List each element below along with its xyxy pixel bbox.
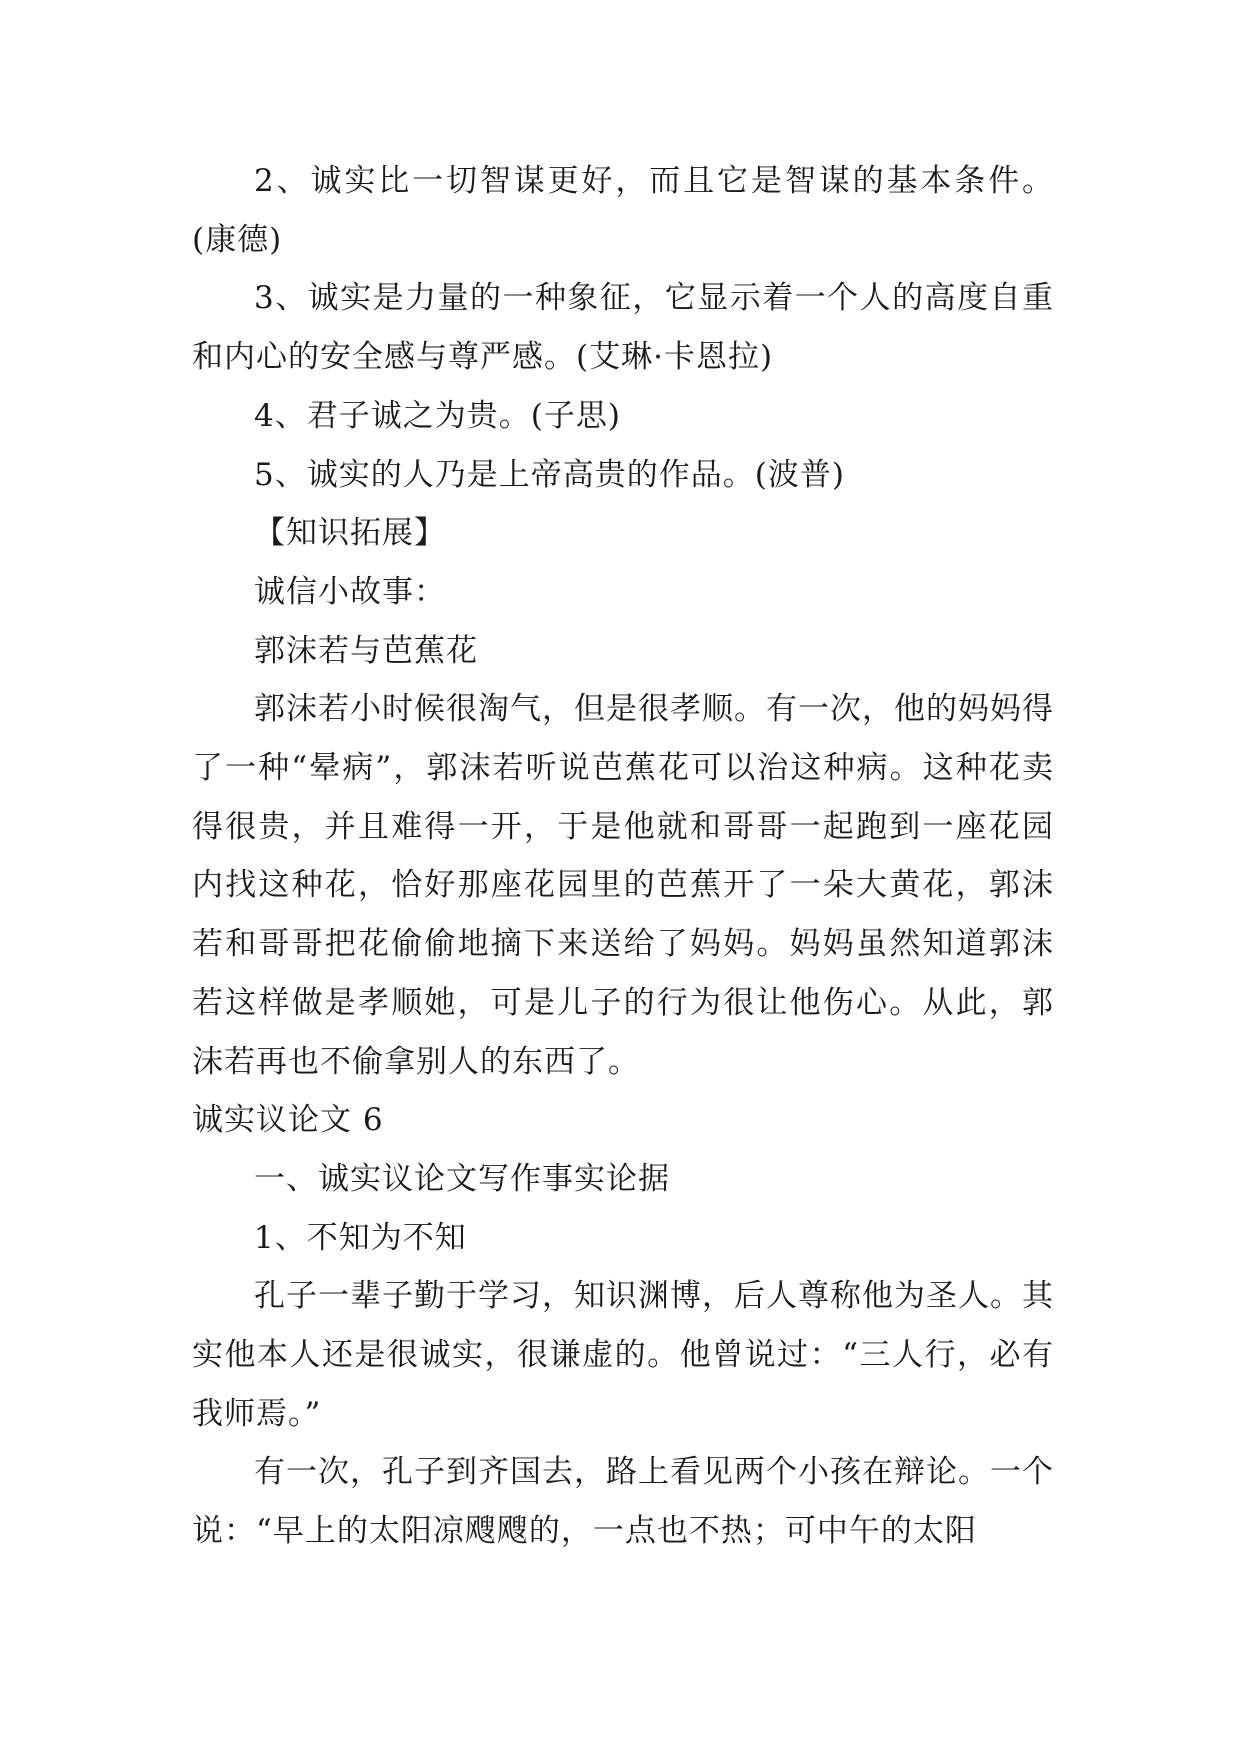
essay-title: 诚实议论文 6	[192, 1102, 384, 1139]
quote-zisi: 4、君子诚之为贵。(子思)	[254, 397, 621, 434]
story-intro: 诚信小故事：	[254, 573, 446, 610]
quote-eileen: 3、诚实是力量的一种象征，它显示着一个人的高度自重和内心的安全感与尊严感。(艾琳·卡恩拉)	[192, 280, 1054, 376]
document-body	[192, 152, 1054, 1561]
essay-subheading: 1、不知为不知	[254, 1219, 467, 1256]
section-heading-knowledge: 【知识拓展】	[254, 515, 446, 552]
story-body: 郭沫若小时候很淘气，但是很孝顺。有一次，他的妈妈得了一种“晕病”，郭沫若听说芭蕉花可以治这种病。这种花卖得很贵，并且难得一开，于是他就和哥哥一起跑到一座花园内找这种花，恰好那座花园里的芭蕉开了一朵大黄花，郭沫若和哥哥把花偷偷地摘下来送给了妈妈。妈妈虽然知道郭沫若这样做是孝顺她，可是儿子的行为很让他伤心。从此，郭沫若再也不偷拿别人的东西了。	[192, 691, 1054, 1080]
essay-paragraph-confucius: 孔子一辈子勤于学习，知识渊博，后人尊称他为圣人。其实他本人还是很诚实，很谦虚的。他曾说过：“三人行，必有我师焉。”	[192, 1278, 1054, 1432]
quote-kant: 2、诚实比一切智谋更好，而且它是智谋的基本条件。(康德)	[192, 163, 1054, 258]
quote-pope: 5、诚实的人乃是上帝高贵的作品。(波普)	[254, 456, 845, 493]
story-title: 郭沫若与芭蕉花	[254, 632, 478, 669]
essay-paragraph-children: 有一次，孔子到齐国去，路上看见两个小孩在辩论。一个说：“早上的太阳凉飕飕的，一点也不热；可中午的太阳	[192, 1454, 1054, 1550]
essay-section-heading: 一、诚实议论文写作事实论据	[254, 1160, 670, 1197]
